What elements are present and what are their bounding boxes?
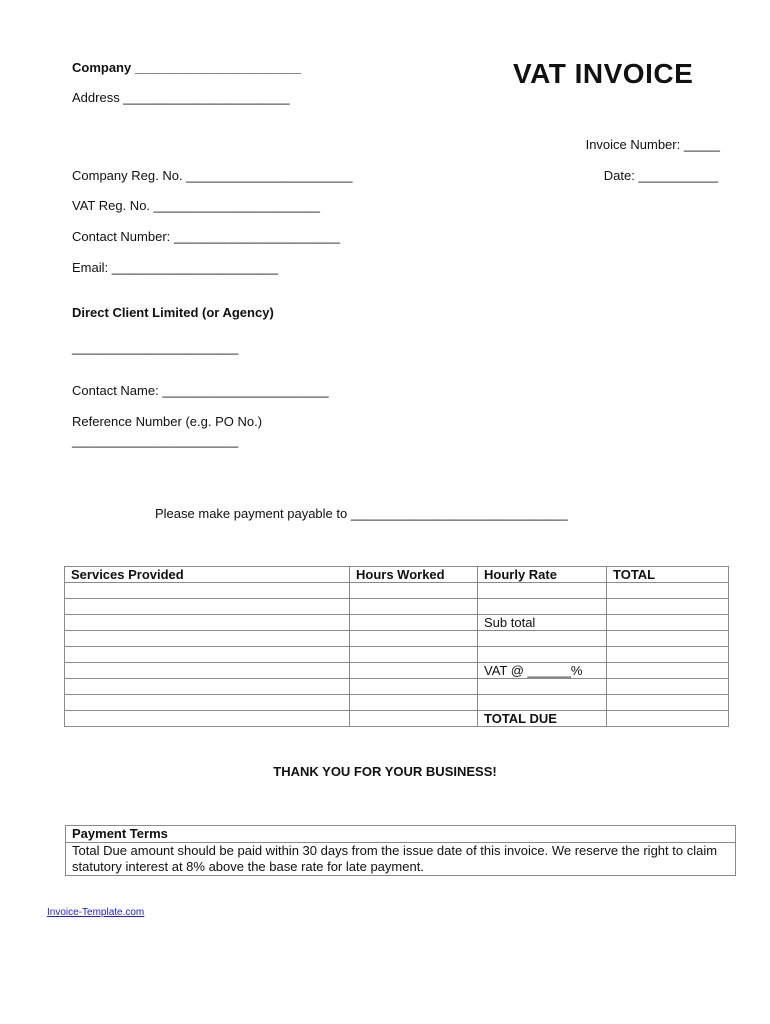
client-name-line: _______________________ (72, 340, 239, 355)
payment-terms-box (65, 825, 736, 876)
total-due-value (607, 711, 729, 727)
reference-number-line: _______________________ (72, 433, 239, 448)
table-row (65, 663, 729, 679)
table-row (65, 711, 729, 727)
payment-payable-to: Please make payment payable to ______________________________ (155, 506, 568, 521)
date-field: Date: ___________ (603, 168, 718, 183)
table-row (65, 615, 729, 631)
email-field: Email: _______________________ (72, 260, 279, 275)
header-hourly-rate: Hourly Rate (478, 567, 607, 583)
services-table (64, 566, 729, 727)
thank-you-message: THANK YOU FOR YOUR BUSINESS! (273, 764, 497, 779)
vat-value (607, 663, 729, 679)
table-row (65, 679, 729, 695)
header-services-provided: Services Provided (65, 567, 350, 583)
table-header-row (65, 567, 729, 583)
table-row (65, 647, 729, 663)
table-row (65, 583, 729, 599)
subtotal-value (607, 615, 729, 631)
payment-terms-heading: Payment Terms (66, 826, 736, 843)
address-field: Address _______________________ (72, 90, 290, 105)
company-reg-no-field: Company Reg. No. _______________________ (72, 168, 353, 183)
company-field: Company _______________________ (72, 60, 302, 75)
table-row (65, 599, 729, 615)
reference-number-label: Reference Number (e.g. PO No.) (72, 414, 263, 429)
document-title: VAT INVOICE (513, 58, 694, 89)
header-hours-worked: Hours Worked (350, 567, 478, 583)
vat-reg-no-field: VAT Reg. No. _______________________ (72, 198, 320, 213)
contact-number-field: Contact Number: _______________________ (72, 229, 341, 244)
contact-name-field: Contact Name: _______________________ (72, 383, 329, 398)
client-heading: Direct Client Limited (or Agency) (72, 305, 274, 320)
invoice-number-field: Invoice Number: _____ (585, 137, 720, 152)
table-row (65, 695, 729, 711)
total-due-label: TOTAL DUE (478, 711, 607, 727)
vat-label: VAT @ ______% (478, 663, 607, 679)
table-row (65, 631, 729, 647)
header-total: TOTAL (607, 567, 729, 583)
payment-terms-text: Total Due amount should be paid within 30 days from the issue date of this invoice. We reserve the right to claim statutory interest at 8% above the base rate for late payment. (66, 843, 736, 876)
invoice-template-link[interactable]: Invoice-Template.com (47, 907, 145, 918)
subtotal-label: Sub total (478, 615, 607, 631)
